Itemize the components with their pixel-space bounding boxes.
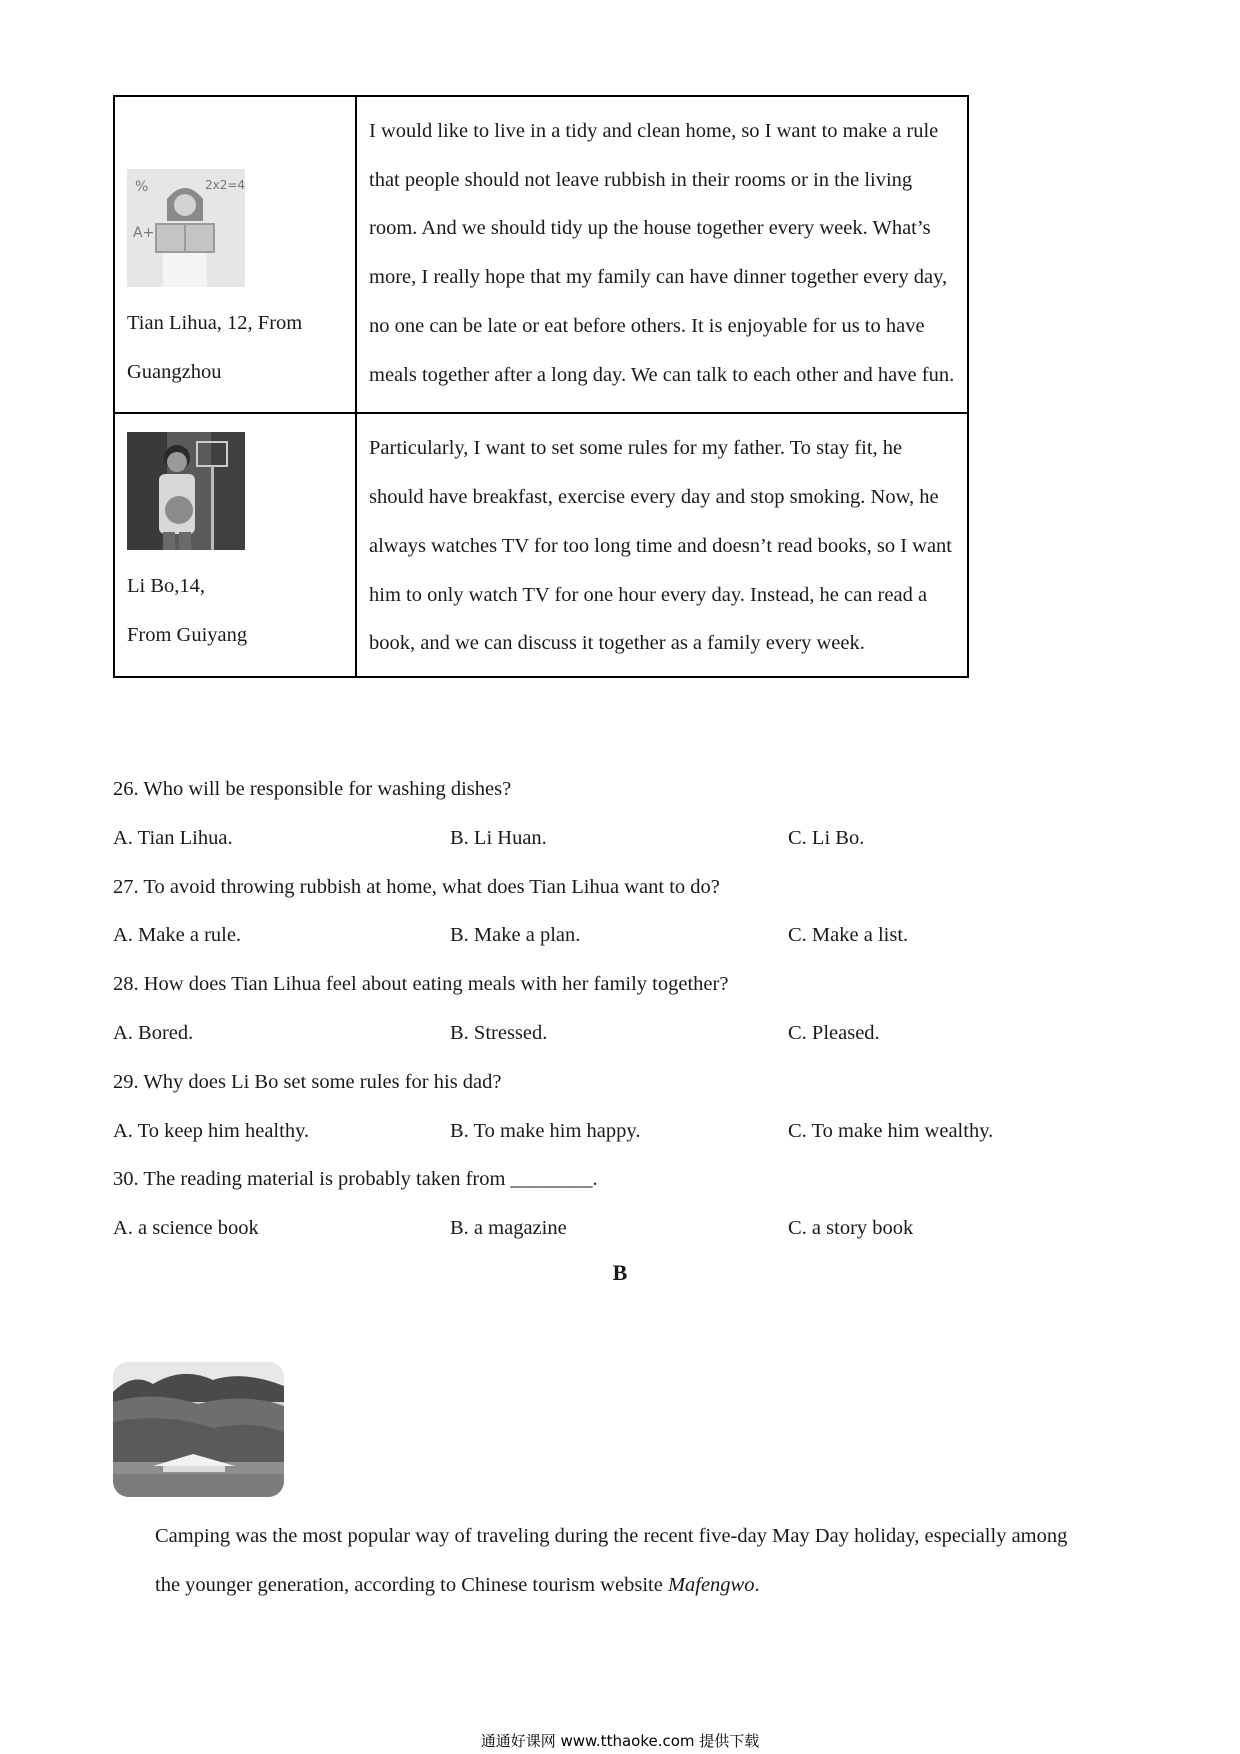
profile-person-cell bbox=[114, 413, 356, 677]
svg-text:A+: A+ bbox=[133, 225, 155, 241]
section-title: B bbox=[612, 1260, 628, 1285]
question-options bbox=[113, 1009, 1113, 1058]
profile-name bbox=[127, 299, 343, 396]
profile-person-cell bbox=[114, 96, 356, 413]
option-b: B. Make a plan. bbox=[450, 924, 581, 947]
profile-name-line2: Guangzhou bbox=[127, 360, 222, 383]
option-c: C. a story book bbox=[788, 1217, 914, 1240]
question-options bbox=[113, 814, 1113, 863]
camping-landscape-photo bbox=[113, 1362, 284, 1497]
option-a: A. To keep him healthy. bbox=[113, 1119, 310, 1142]
question-stem: 27. To avoid throwing rubbish at home, what does Tian Lihua want to do? bbox=[113, 875, 720, 898]
question-stem: 28. How does Tian Lihua feel about eating meals with her family together? bbox=[113, 973, 729, 996]
profiles-table bbox=[113, 95, 969, 678]
footer-watermark: 通通好课网 www.tthaoke.com 提供下载 bbox=[480, 1732, 760, 1750]
option-a: A. a science book bbox=[113, 1217, 259, 1240]
option-c: C. Pleased. bbox=[788, 1021, 880, 1044]
passage-website-name: Mafengwo bbox=[667, 1573, 755, 1596]
svg-text:2x2=4: 2x2=4 bbox=[205, 178, 245, 192]
question-options bbox=[113, 1107, 1113, 1156]
girl-reading-photo bbox=[127, 169, 245, 287]
option-c: C. Li Bo. bbox=[788, 826, 865, 849]
profile-row bbox=[114, 96, 968, 413]
question-options bbox=[113, 911, 1113, 960]
question-stem: 26. Who will be responsible for washing dishes? bbox=[113, 778, 512, 800]
profile-name-line2: From Guiyang bbox=[127, 624, 248, 647]
profile-text: I would like to live in a tidy and clean home, so I want to make a rule that people should not leave rubbish in their rooms or in the living room. And we should tidy up the house together every week. What’s more, I really hope that my family can have dinner together every day, no one can be late or eat before others. It is enjoyable for us to have meals together after a long day. We can talk to each other and have fun. bbox=[356, 96, 968, 413]
passage-text-after: . bbox=[754, 1573, 760, 1596]
question-stem: 30. The reading material is probably taken from ________. bbox=[113, 1168, 598, 1191]
passage-text-before: Camping was the most popular way of traveling during the recent five-day May Day holiday, especially among the younger generation, according to Chinese tourism website bbox=[155, 1525, 1068, 1596]
question-options bbox=[113, 1204, 1113, 1253]
profile-row bbox=[114, 413, 968, 677]
passage-text bbox=[113, 1512, 1073, 1610]
svg-text:%: % bbox=[135, 179, 149, 195]
question-stem: 29. Why does Li Bo set some rules for his dad? bbox=[113, 1070, 502, 1093]
passage-paragraph bbox=[113, 1512, 1073, 1610]
profile-name bbox=[127, 562, 343, 659]
option-c: C. Make a list. bbox=[788, 924, 909, 947]
option-a: A. Tian Lihua. bbox=[113, 826, 233, 849]
profile-name-line1: Li Bo,14, bbox=[127, 575, 206, 598]
option-b: B. Stressed. bbox=[450, 1021, 548, 1044]
option-b: B. a magazine bbox=[450, 1217, 567, 1240]
profile-text: Particularly, I want to set some rules for my father. To stay fit, he should have breakfast, exercise every day and stop smoking. Now, he always watches TV for too long time and doesn’t read books, so I want him to only watch TV for one hour every day. Instead, he can read a book, and we can discuss it together as a family every week. bbox=[356, 413, 968, 677]
boy-with-ball-photo bbox=[127, 432, 245, 550]
option-a: A. Make a rule. bbox=[113, 924, 242, 947]
option-c: C. To make him wealthy. bbox=[788, 1119, 994, 1142]
profile-name-line1: Tian Lihua, 12, From bbox=[127, 312, 303, 334]
questions-list bbox=[113, 765, 1113, 1253]
option-b: B. Li Huan. bbox=[450, 826, 547, 849]
option-b: B. To make him happy. bbox=[450, 1119, 641, 1142]
option-a: A. Bored. bbox=[113, 1021, 194, 1044]
